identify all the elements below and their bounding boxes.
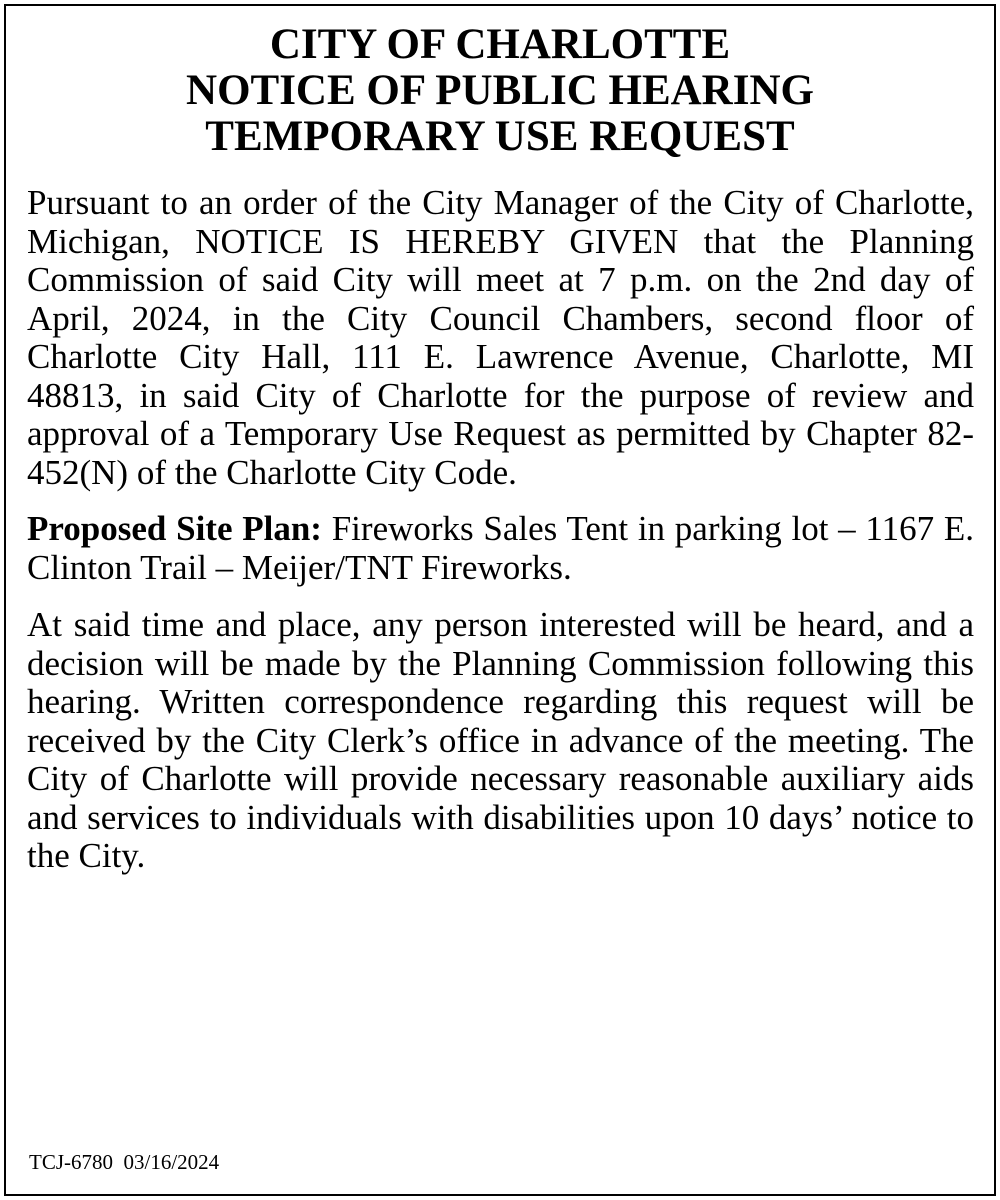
site-plan-label: Proposed Site Plan: [27,509,322,548]
public-notice [4,4,996,1196]
header-subject: TEMPORARY USE REQUEST [205,113,795,160]
header-city: CITY OF CHARLOTTE [269,21,731,68]
notice-header [6,22,994,160]
notice-reference: TCJ-6780 03/16/2024 [29,1150,220,1174]
site-plan-paragraph [27,510,974,587]
site-plan-text: Fireworks Sales Tent in parking lot – 1167 E. Clinton Trail – Meijer/TNT Fireworks. [27,509,974,587]
header-notice-type: NOTICE OF PUBLIC HEARING [186,67,814,114]
hearing-details-paragraph: Pursuant to an order of the City Manager of the City of Charlotte, Michigan, NOTICE IS HEREBY GIVEN that the Planning Commission of said City will meet at 7 p.m. on the 2nd day of April, 2024, in the City Council Chambers, second floor of Charlotte City Hall, 111 E. Lawrence Avenue, Charlotte, MI 48813, in said City of Charlotte for the purpose of review and approval of a Temporary Use Request as permitted by Chapter 82-452(N) of the Charlotte City Code. [27,183,974,492]
public-comment-paragraph: At said time and place, any person interested will be heard, and a decision will be made by the Planning Commission following this hearing. Written correspondence regarding this request will be received by the City Clerk’s office in advance of the meeting. The City of Charlotte will provide necessary reasonable auxiliary aids and services to individuals with disabilities upon 10 days’ notice to the City. [27,605,974,875]
